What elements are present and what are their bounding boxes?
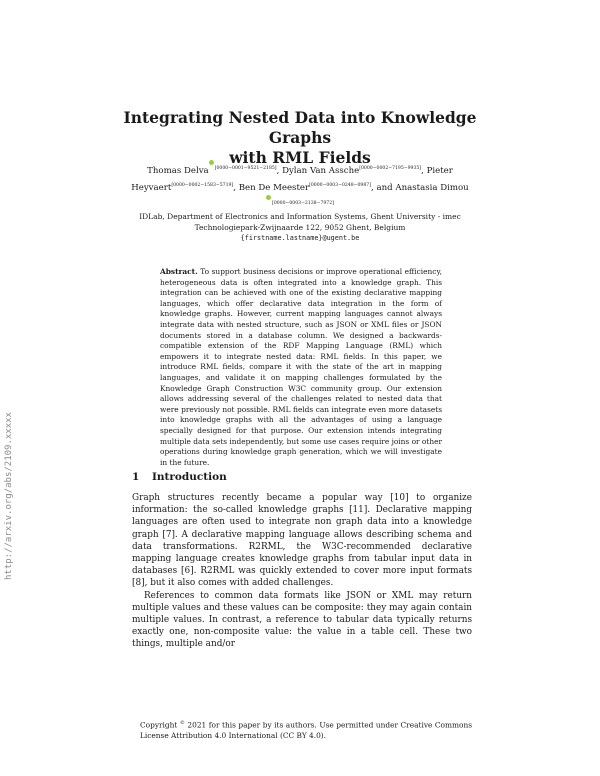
author-name: Ben De Meester (238, 182, 310, 193)
affiliation-line-2: Technologiepark-Zwijnaarde 122, 9052 Ghent, Belgium (194, 223, 406, 232)
copyright-footnote (140, 718, 472, 741)
author-name: Pieter Heyvaert (131, 166, 453, 193)
copyright-symbol: © (179, 720, 185, 726)
author-list (130, 160, 470, 214)
orcid-id: [0000−0001−9521−2185] (214, 166, 277, 171)
title-line-2: with RML Fields (229, 148, 371, 167)
author-separator: , (233, 182, 239, 193)
orcid-id: [0000−0003−0248−0987] (309, 182, 371, 188)
orcid-id: [0000−0003−2138−7972] (272, 201, 334, 206)
author-separator: , (276, 166, 283, 176)
affiliation-line-1: IDLab, Department of Electronics and Information Systems, Ghent University - imec (139, 212, 461, 221)
orcid-id: [0000−0002−1583−5719] (171, 182, 234, 188)
section-title: Introduction (152, 471, 227, 483)
author (239, 183, 396, 193)
author-name: Anastasia Dimou (395, 182, 469, 193)
author-separator: , and (371, 182, 396, 193)
author (147, 166, 282, 176)
section-heading (132, 471, 472, 483)
abstract (160, 267, 442, 468)
section-number: 1 (132, 471, 140, 483)
author (282, 166, 427, 176)
arxiv-sidebar-id[interactable]: http://arxiv.org/abs/2109.xxxxx (4, 412, 14, 580)
body-text (132, 492, 472, 651)
paragraph: Graph structures recently became a popular way [10] to organize information: the so-called knowledge graphs [11]. Declarative mapping languages are often used to integrate non graph data into a knowledge graph [7]. A declarative mapping language allows describing schema and data transformations. R2RML, the W3C-recommended declarative mapping language creates knowledge graphs from tabular input data in databases [6]. R2RML was quickly extended to cover more input formats [8], but it also comes with added challenges. (132, 493, 472, 589)
orcid-id: [0000−0002−7195−9935] (359, 166, 422, 171)
paragraph: References to common data formats like JSON or XML may return multiple values and these values can be composite: they may again contain multiple values. In contrast, a reference to tabular data typically returns exactly one, non-composite value: the value in a table cell. These two things, multiple and/or (132, 590, 472, 650)
author-email: {firstname.lastname}@ugent.be (240, 234, 360, 242)
footnote-start: Copyright (140, 720, 180, 730)
affiliation (120, 211, 480, 244)
author-separator: , (421, 166, 427, 176)
author-name: Thomas Delva (147, 166, 209, 176)
orcid-icon[interactable] (266, 195, 271, 200)
author-name: Dylan Van Assche (282, 166, 360, 176)
abstract-label: Abstract. (160, 267, 198, 276)
paper-title (120, 108, 480, 168)
orcid-icon[interactable] (209, 160, 214, 165)
footnote-text: 2021 for this paper by its authors. Use permitted under Creative Commons License Attribution 4.0 International (CC BY 4.0). (140, 720, 473, 740)
abstract-text: To support business decisions or improve operational efficiency, heterogeneous data is often integrated into a knowledge graph. This integration can be achieved with one of the existing declarative mapping languages, which offer declarative data integration in the form of knowledge graphs. However, current mapping languages cannot always integrate data with nested structure, such as JSON or XML files or JSON documents stored in a database column. We designed a backwards-compatible extension of the RDF Mapping Language (RML) which empowers it to integrate nested data: RML fields. In this paper, we introduce RML fields, compare it with the state of the art in mapping languages, and validate it on mapping challenges formulated by the Knowledge Graph Construction W3C community group. Our extension allows addressing several of the challenges related to nested data that were previously not possible. RML fields can integrate even more datasets into knowledge graphs with all the advantages of using a language specially designed for that purpose. Our extension intends integrating multiple data sets independently, but some use cases require joins or other operations during knowledge graph generation, which we will investigate in the future. (160, 267, 442, 467)
title-line-1: Integrating Nested Data into Knowledge Graphs (123, 108, 477, 147)
